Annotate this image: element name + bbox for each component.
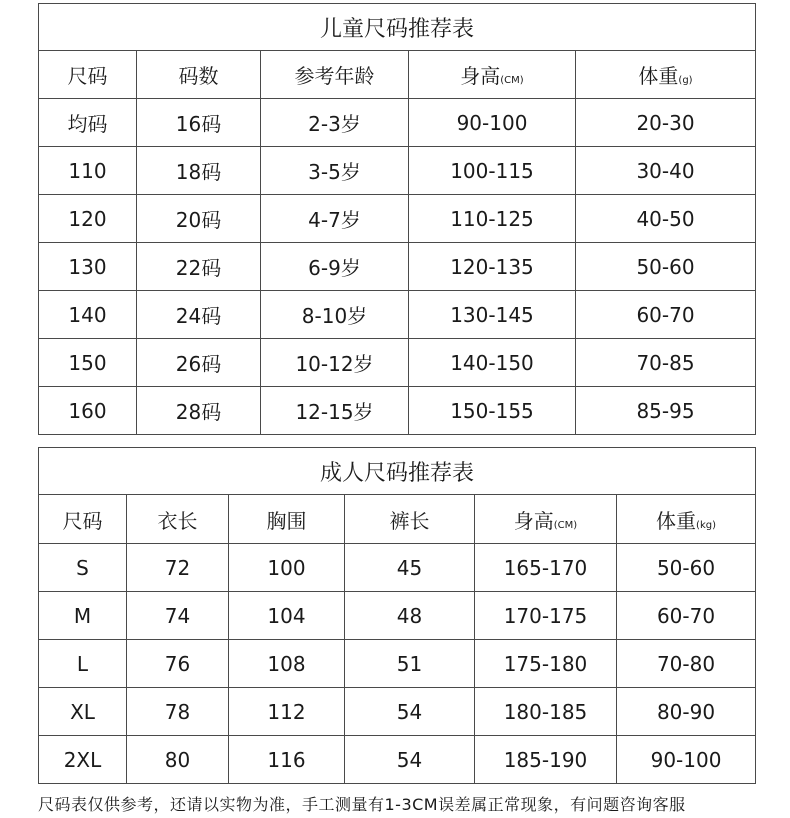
header-label: 胸围	[266, 508, 307, 533]
table-row	[39, 387, 756, 435]
table-cell: 16码	[137, 99, 261, 147]
kids-header-cell	[409, 51, 576, 99]
table-cell: 60-70	[617, 592, 756, 640]
table-cell: 2XL	[39, 736, 127, 784]
table-cell: 160	[39, 387, 137, 435]
table-cell: 22码	[137, 243, 261, 291]
table-cell: 54	[345, 736, 475, 784]
table-cell: 116	[229, 736, 345, 784]
table-cell: 140-150	[409, 339, 576, 387]
table-row	[39, 147, 756, 195]
table-row	[39, 592, 756, 640]
adult-table-title: 成人尺码推荐表	[39, 448, 756, 495]
table-cell: 112	[229, 688, 345, 736]
header-label: 身高	[460, 64, 501, 88]
table-cell: 72	[127, 544, 229, 592]
table-cell: 110-125	[409, 195, 576, 243]
table-cell: 175-180	[475, 640, 617, 688]
table-cell: 26码	[137, 339, 261, 387]
table-cell: 80-90	[617, 688, 756, 736]
kids-header-cell	[137, 51, 261, 99]
table-row	[39, 243, 756, 291]
table-cell: L	[39, 640, 127, 688]
adult-size-table	[38, 447, 756, 784]
table-cell: 20-30	[576, 99, 756, 147]
table-cell: 185-190	[475, 736, 617, 784]
table-cell: S	[39, 544, 127, 592]
table-cell: 48	[345, 592, 475, 640]
header-unit: (g)	[678, 75, 693, 86]
header-label: 体重	[638, 64, 679, 88]
header-label: 裤长	[389, 508, 430, 533]
table-cell: 74	[127, 592, 229, 640]
table-cell: 110	[39, 147, 137, 195]
header-unit: (CM)	[553, 519, 578, 531]
table-cell: 60-70	[576, 291, 756, 339]
header-unit: (kg)	[696, 519, 716, 531]
table-cell: 100-115	[409, 147, 576, 195]
table-cell: 20码	[137, 195, 261, 243]
footnote: 尺码表仅供参考，还请以实物为准，手工测量有1-3CM误差属正常现象，有问题咨询客服	[38, 795, 686, 814]
table-cell: 108	[229, 640, 345, 688]
adult-header-cell	[345, 495, 475, 544]
table-cell: 50-60	[576, 243, 756, 291]
kids-table-title: 儿童尺码推荐表	[39, 4, 756, 51]
table-row	[39, 736, 756, 784]
table-cell: 180-185	[475, 688, 617, 736]
table-cell: 28码	[137, 387, 261, 435]
header-label: 尺码	[62, 508, 103, 533]
table-cell: 10-12岁	[261, 339, 409, 387]
table-cell: 150	[39, 339, 137, 387]
table-cell: 3-5岁	[261, 147, 409, 195]
table-cell: 80	[127, 736, 229, 784]
adult-header-cell	[229, 495, 345, 544]
adult-header-cell	[475, 495, 617, 544]
table-cell: 130	[39, 243, 137, 291]
table-row	[39, 544, 756, 592]
header-label: 体重	[656, 508, 697, 533]
table-cell: 30-40	[576, 147, 756, 195]
header-label: 码数	[178, 64, 219, 88]
table-cell: 45	[345, 544, 475, 592]
table-cell: 150-155	[409, 387, 576, 435]
kids-header-cell	[39, 51, 137, 99]
header-unit: (CM)	[500, 75, 524, 86]
table-cell: 140	[39, 291, 137, 339]
table-row	[39, 640, 756, 688]
table-cell: 100	[229, 544, 345, 592]
table-cell: 90-100	[617, 736, 756, 784]
table-cell: 104	[229, 592, 345, 640]
adult-header-cell	[39, 495, 127, 544]
table-cell: 70-80	[617, 640, 756, 688]
table-cell: 120-135	[409, 243, 576, 291]
table-row	[39, 99, 756, 147]
table-row	[39, 339, 756, 387]
kids-header-cell	[261, 51, 409, 99]
header-label: 参考年龄	[294, 64, 375, 88]
table-cell: 85-95	[576, 387, 756, 435]
table-cell: 均码	[39, 99, 137, 147]
table-cell: 50-60	[617, 544, 756, 592]
table-cell: 4-7岁	[261, 195, 409, 243]
table-cell: 8-10岁	[261, 291, 409, 339]
table-cell: 130-145	[409, 291, 576, 339]
table-cell: 24码	[137, 291, 261, 339]
kids-header-cell	[576, 51, 756, 99]
table-cell: 40-50	[576, 195, 756, 243]
table-row	[39, 195, 756, 243]
table-cell: M	[39, 592, 127, 640]
table-cell: 165-170	[475, 544, 617, 592]
header-label: 身高	[513, 508, 554, 533]
table-cell: 6-9岁	[261, 243, 409, 291]
table-cell: 12-15岁	[261, 387, 409, 435]
table-cell: 90-100	[409, 99, 576, 147]
table-cell: 120	[39, 195, 137, 243]
table-cell: 2-3岁	[261, 99, 409, 147]
adult-header-cell	[617, 495, 756, 544]
table-cell: 170-175	[475, 592, 617, 640]
table-cell: 78	[127, 688, 229, 736]
kids-size-table	[38, 3, 756, 435]
table-cell: 18码	[137, 147, 261, 195]
header-label: 尺码	[67, 64, 108, 88]
table-row	[39, 291, 756, 339]
table-cell: 54	[345, 688, 475, 736]
table-cell: 76	[127, 640, 229, 688]
table-row	[39, 688, 756, 736]
table-cell: 51	[345, 640, 475, 688]
header-label: 衣长	[157, 508, 198, 533]
table-cell: 70-85	[576, 339, 756, 387]
table-cell: XL	[39, 688, 127, 736]
adult-header-cell	[127, 495, 229, 544]
